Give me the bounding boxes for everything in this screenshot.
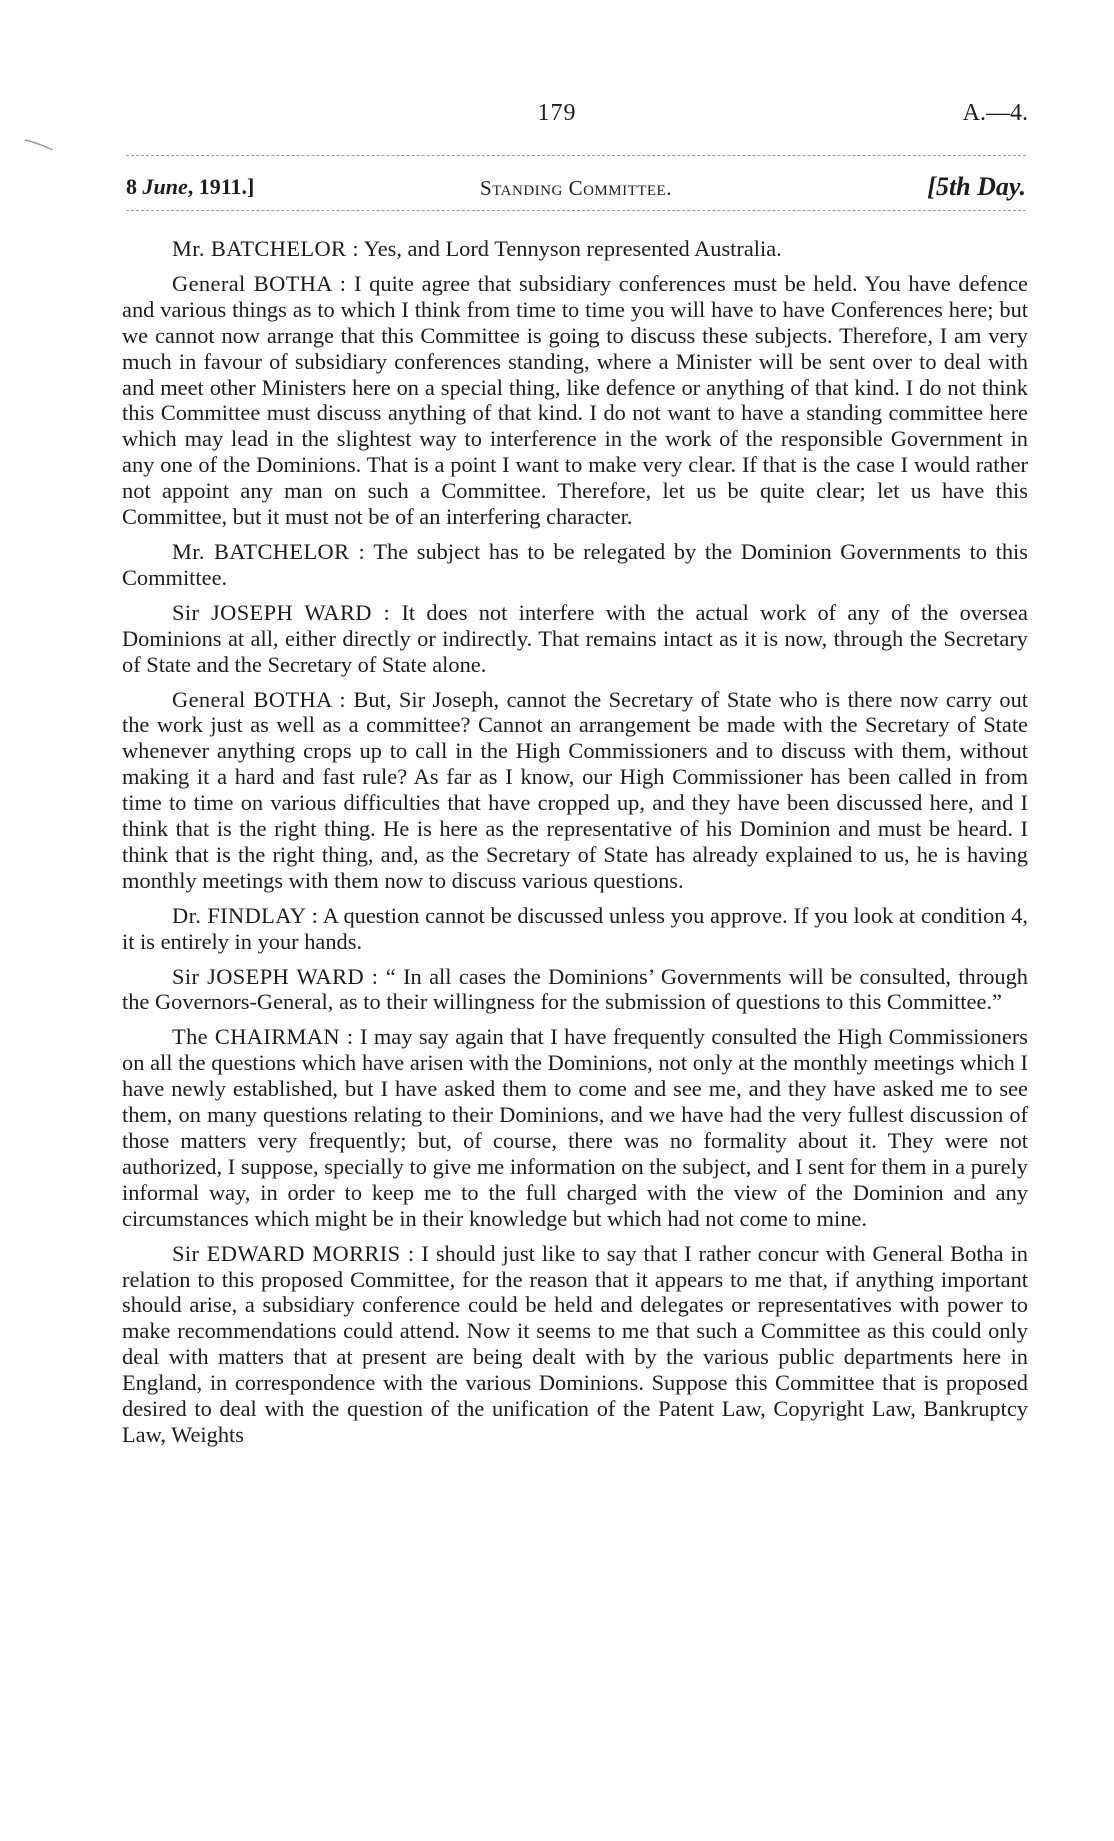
paragraph <box>122 600 1028 678</box>
paragraph <box>122 539 1028 591</box>
header-rule-bottom <box>126 210 1026 211</box>
speaker-name: The CHAIRMAN : <box>172 1024 354 1050</box>
header-rule-top <box>126 155 1026 156</box>
speech-text: I quite agree that subsidiary conferences must be held. You have defence and various things as to which I think from time to time you will have to have Conferences here; but we cannot now arrange that this Committee is going to discuss these subjects. Therefore, I am very much in favour of subsidiary conferences standing, where a Minister will be sent over to deal with and meet other Ministers here on a special thing, like defence or anything of that kind. I do not think this Committee must discuss anything of that kind. I do not want to have a standing committee here which may lead in the slightest way to interference in the work of the responsible Government in any one of the Dominions. That is a point I want to make very clear. If that is the case I would rather not appoint any man on such a Committee. Therefore, let us be quite clear; let us have this Committee, but it must not be of an interfering character. <box>122 270 1028 530</box>
paragraph <box>122 903 1028 955</box>
speaker-name: Sir JOSEPH WARD : <box>172 599 391 625</box>
speaker-name: Dr. FINDLAY : <box>172 902 319 928</box>
speaker-name: Mr. BATCHELOR : <box>172 538 366 564</box>
speech-text: The subject has to be relegated by the Dominion Governments to this Committee. <box>122 538 1028 590</box>
running-head <box>126 170 1026 204</box>
header-date-month: June <box>142 174 188 199</box>
speech-text: A question cannot be discussed unless you approve. If you look at condition 4, it is entirely in your hands. <box>122 902 1029 954</box>
paragraph <box>122 1241 1028 1448</box>
body-text <box>122 236 1028 1457</box>
page-number: 179 <box>537 100 577 126</box>
speech-text: “ In all cases the Dominions’ Governments will be consulted, through the Governors-General, as to their willingness for the submission of questions to this Committee.” <box>122 963 1028 1015</box>
paragraph <box>122 1024 1028 1231</box>
speaker-name: Sir EDWARD MORRIS : <box>172 1240 415 1266</box>
speaker-name: General BOTHA : <box>172 270 347 296</box>
paragraph <box>122 271 1028 530</box>
speaker-name: General BOTHA : <box>172 686 346 712</box>
header-day: [5th Day. <box>927 172 1026 201</box>
margin-pencil-mark <box>24 138 54 152</box>
paragraph <box>122 236 1028 262</box>
speech-text: I may say again that I have frequently consulted the High Commissioners on all the questions which have arisen with the Dominions, not only at the monthly meetings which I have newly established, but I have asked them to come and see me, and they have asked me to see them, on many questions relating to their Dominions, and we have had the very fullest discussion of those matters very frequently; but, of course, there was no formality about it. They were not authorized, I suppose, specially to give me information on the subject, and I sent for them in a purely informal way, in order to keep me to the full charged with the view of the Dominion and any circumstances which might be in their knowledge but which had not come to mine. <box>122 1024 1028 1231</box>
speaker-name: Mr. BATCHELOR : <box>172 236 360 261</box>
speech-text: It does not interfere with the actual work of any of the oversea Dominions at all, either directly or indirectly. That remains intact as it is now, through the Secretary of State and the Secretary of State alone. <box>122 599 1028 677</box>
document-code: A.—4. <box>962 100 1028 126</box>
speech-text: But, Sir Joseph, cannot the Secretary of State who is there now carry out the work just as well as a committee? Cannot an arrangement be made with the Secretary of State whenever anything crops up to call in the High Commissioners and to discuss with them, without making it a hard and fast rule? As far as I know, our High Commissioner has been called in from time to time on various difficulties that have cropped up, and they have been discussed here, and I think that is the right thing. He is here as the representative of his Dominion and must be heard. I think that is the right thing, and, as the Secretary of State has already explained to us, he is having monthly meetings with them now to discuss various questions. <box>122 686 1028 893</box>
speaker-name: Sir JOSEPH WARD : <box>172 963 379 989</box>
header-title: Standing Committee. <box>480 176 672 200</box>
speech-text: Yes, and Lord Tennyson represented Australia. <box>359 236 782 261</box>
paragraph <box>122 687 1028 894</box>
header-date: 8 June, 1911.] <box>126 174 255 199</box>
speech-text: I should just like to say that I rather concur with General Botha in relation to this proposed Committee, for the reason that it appears to me that, if anything important should arise, a subsidiary conference could be held and delegates or representatives with power to make recommendations could attend. Now it seems to me that such a Committee as this could only deal with matters that at present are being dealt with by the various public departments here in England, in correspondence with the various Dominions. Suppose this Committee that is proposed desired to deal with the question of the unification of the Patent Law, Copyright Law, Bankruptcy Law, Weights <box>122 1240 1028 1447</box>
paragraph <box>122 964 1028 1016</box>
